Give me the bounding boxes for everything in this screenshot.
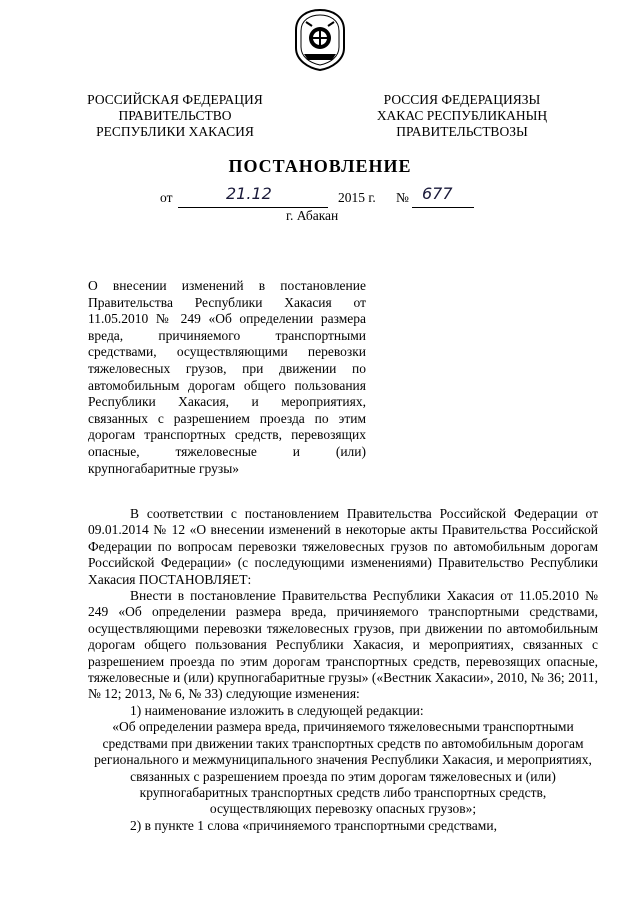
document-subject bbox=[88, 278, 366, 477]
date-year: 2015 г. bbox=[338, 190, 376, 205]
city: г. Абакан bbox=[286, 208, 339, 223]
dateline bbox=[160, 184, 500, 210]
body-paragraph: 2) в пункте 1 слова «причиняемого транспортными средствами, bbox=[130, 817, 497, 833]
header-left bbox=[70, 92, 280, 140]
subject-text: О внесении изменений в постановление Правительства Республики Хакасия от 11.05.2010 № 249 «Об определении размера вреда, причиняемого транспортными средствами, осуществляющими перевозки тяжеловесных грузов, при движении по автомобильным дорогам общего пользования Республики Хакасия, и мероприятиях, связанных с разрешением проезда по этим дорогам транспортных средств, перевозящих опасные, тяжеловесные и (или) крупногабаритные грузы» bbox=[88, 278, 366, 476]
republic-emblem-icon bbox=[292, 8, 348, 72]
header-right bbox=[352, 92, 572, 140]
header-left-line: РОССИЙСКАЯ ФЕДЕРАЦИЯ bbox=[87, 92, 263, 107]
number-handwritten: 677 bbox=[422, 184, 453, 203]
body-paragraph: Внести в постановление Правительства Республики Хакасия от 11.05.2010 № 249 «Об определении размера вреда, причиняемого транспортными средствами, осуществляющими перевозки тяжеловесных грузов, при движении по автомобильным дорогам общего пользования Республики Хакасия, и мероприятиях, связанных с разрешением проезда по этим дорогам транспортных средств, перевозящих опасные, тяжеловесные и (или) крупногабаритные грузы» («Вестник Хакасии», 2010, № 36; 2011, № 12; 2013, № 6, № 33) следующие изменения: bbox=[88, 588, 598, 702]
date-from-label: от bbox=[160, 190, 173, 205]
document-title: ПОСТАНОВЛЕНИЕ bbox=[228, 156, 412, 176]
date-handwritten: 21.12 bbox=[226, 184, 272, 203]
header-left-line: ПРАВИТЕЛЬСТВО bbox=[118, 108, 232, 123]
number-underline bbox=[412, 207, 474, 208]
header-right-line: РОССИЯ ФЕДЕРАЦИЯЗЫ bbox=[383, 92, 541, 107]
header-right-line: ПРАВИТЕЛЬСТВОЗЫ bbox=[396, 124, 528, 139]
body-paragraph: 1) наименование изложить в следующей редакции: bbox=[130, 702, 424, 718]
header-right-line: ХАКАС РЕСПУБЛИКАНЫҢ bbox=[376, 108, 548, 123]
document-body bbox=[88, 506, 598, 834]
number-label: № bbox=[396, 190, 409, 205]
header-left-line: РЕСПУБЛИКИ ХАКАСИЯ bbox=[96, 124, 254, 139]
body-paragraph: В соответствии с постановлением Правительства Российской Федерации от 09.01.2014 № 12 «О внесении изменений в некоторые акты Правительства Российской Федерации по вопросам перевозки тяжеловесных грузов по автомобильным дорогам Российской Федерации» (с последующими изменениями) Правительство Республики Хакасия ПОСТАНОВЛЯЕТ: bbox=[88, 506, 598, 587]
body-quote: «Об определении размера вреда, причиняемого тяжеловесными транспортными средствами при движении таких транспортных средств по автомобильным дорогам регионального и межмуниципального значения Республики Хакасия, и мероприятиях, связанных с разрешением проезда по этим дорогам тяжеловесных и (или) крупногабаритных транспортных средств либо транспортных средств, осуществляющих перевозку опасных грузов»; bbox=[94, 719, 592, 817]
